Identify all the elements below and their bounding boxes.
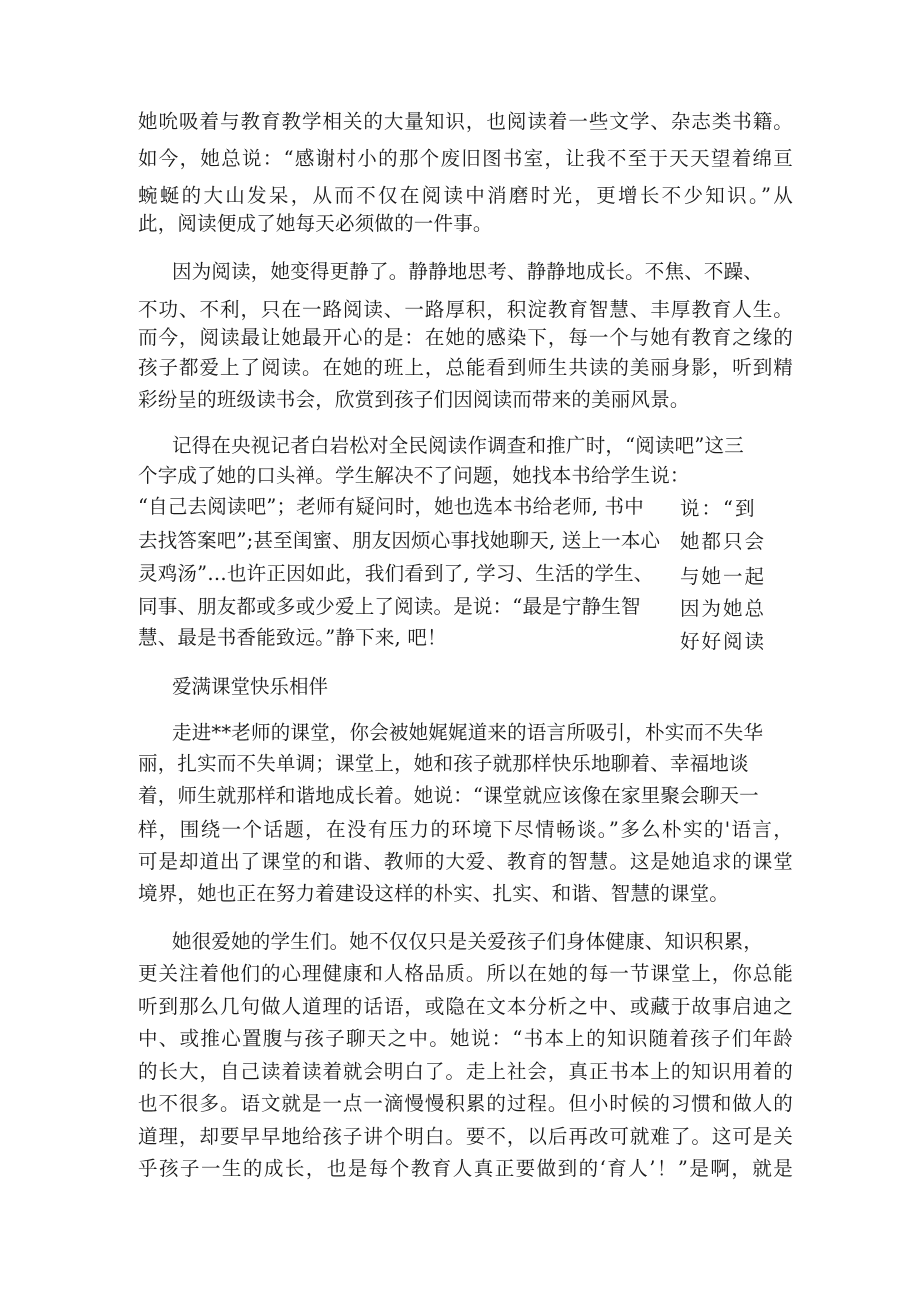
- paragraph-line: 而今，阅读最让她最开心的是：在她的感染下，每一个与她有教育之缘的: [138, 326, 793, 349]
- paragraph-line: 记得在央视记者白岩松对全民阅读作调查和推广时，“阅读吧”这三: [172, 434, 744, 457]
- paragraph-line: 着，师生就那样和谐地成长着。她说：“课堂就应该像在家里聚会聊天一: [138, 784, 759, 807]
- side-column-line: 她都只会: [680, 530, 767, 553]
- paragraph-line: 的长大，自己读着读着就会明白了。走上社会，真正书本上的知识用着的: [138, 1060, 793, 1083]
- paragraph-line: 不功、不利，只在一路阅读、一路厚积，积淀教育智慧、丰厚教育人生。: [138, 298, 793, 321]
- paragraph-line: 乎孩子一生的成长，也是每个教育人真正要做到的‘育人’！”是啊，就是: [138, 1157, 793, 1180]
- side-column-line: 与她一起: [680, 565, 767, 588]
- paragraph-line: 灵鸡汤”…也许正因如此，我们看到了, 学习、生活的学生、: [138, 562, 654, 585]
- paragraph-line: 丽，扎实而不失单调；课堂上，她和孩子就那样快乐地聊着、幸福地谈: [138, 752, 749, 775]
- paragraph-line: 可是却道出了课堂的和谐、教师的大爱、教育的智慧。这是她追求的课堂: [138, 850, 793, 873]
- paragraph-line: 中、或推心置腹与孩子聊天之中。她说：“书本上的知识随着孩子们年龄: [138, 1027, 793, 1050]
- paragraph-line: 因为阅读，她变得更静了。静静地思考、静静地成长。不焦、不躁、: [172, 260, 764, 283]
- side-column-line: 说：“到: [680, 497, 757, 520]
- paragraph-line: 她吮吸着与教育教学相关的大量知识，也阅读着一些文学、杂志类书籍。: [138, 110, 793, 133]
- paragraph-line: 彩纷呈的班级读书会，欣赏到孩子们因阅读而带来的美丽风景。: [138, 388, 690, 411]
- paragraph-line: 走进**老师的课堂，你会被她娓娓道来的语言所吸引，朴实而不失华: [172, 721, 764, 744]
- paragraph-line: 道理，却要早早地给孩子讲个明白。要不，以后再改可就难了。这可是关: [138, 1125, 793, 1148]
- side-column-line: 因为她总: [680, 597, 767, 620]
- paragraph-line: 去找答案吧”;甚至闺蜜、朋友因烦心事找她聊天, 送上一本心: [138, 529, 661, 552]
- paragraph-line: 如今，她总说：“感谢村小的那个废旧图书室，让我不至于天天望着绵亘: [138, 147, 793, 170]
- paragraph-line: 听到那么几句做人道理的话语，或隐在文本分析之中、或藏于故事启迪之: [138, 995, 793, 1018]
- paragraph-line: 她很爱她的学生们。她不仅仅只是关爱孩子们身体健康、知识积累，: [172, 930, 764, 953]
- paragraph-line: 孩子都爱上了阅读。在她的班上，总能看到师生共读的美丽身影，听到精: [138, 356, 793, 379]
- paragraph-line: 个字成了她的口头禅。学生解决不了问题，她找本书给学生说：: [138, 464, 690, 487]
- paragraph-line: 样，围绕一个话题，在没有压力的环境下尽情畅谈。”多么朴实的'语言，: [138, 818, 793, 841]
- paragraph-line: 也不很多。语文就是一点一滴慢慢积累的过程。但小时候的习惯和做人的: [138, 1092, 793, 1115]
- paragraph-line: 同事、朋友都或多或少爱上了阅读。是说：“最是宁静生智: [138, 595, 641, 618]
- paragraph-line: 慧、最是书香能致远。”静下来, 吧！: [138, 626, 447, 649]
- paragraph-line: 更关注着他们的心理健康和人格品质。所以在她的每一节课堂上，你总能: [138, 962, 793, 985]
- paragraph-line: 蜿蜒的大山发呆，从而不仅在阅读中消磨时光，更增长不少知识。”从: [138, 184, 793, 207]
- paragraph-line: “自己去阅读吧”；老师有疑问时，她也选本书给老师, 书中: [138, 495, 644, 518]
- paragraph-line: 此，阅读便成了她每天必须做的一件事。: [138, 212, 493, 235]
- paragraph-line: 境界，她也正在努力着建设这样的朴实、扎实、和谐、智慧的课堂。: [138, 882, 730, 905]
- section-heading: 爱满课堂快乐相伴: [172, 675, 329, 698]
- side-column-line: 好好阅读: [680, 630, 767, 653]
